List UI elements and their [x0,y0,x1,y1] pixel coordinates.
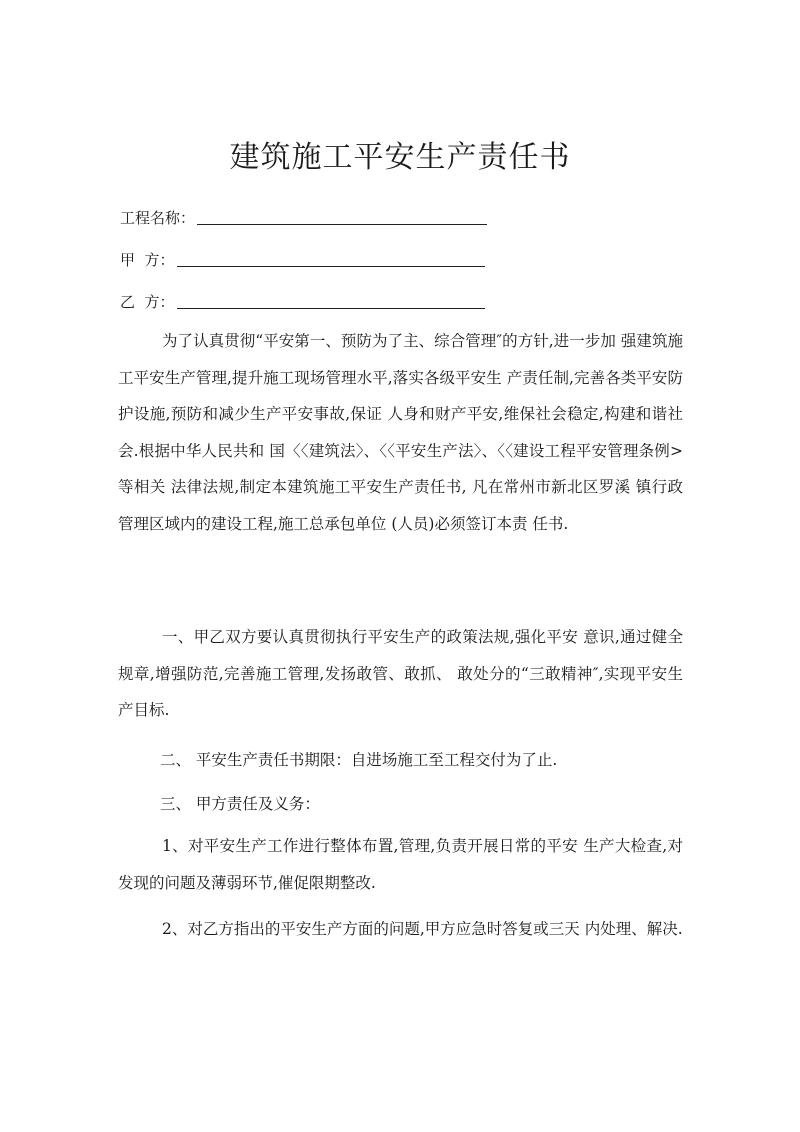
item-2-paragraph: 2、对乙方指出的平安生产方面的问题,甲方应急时答复或三天 内处理、解决. [162,920,683,938]
party-a-blank [177,265,485,267]
party-a-label: 甲 方： [120,251,175,269]
project-name-blank [197,223,487,225]
document-title: 建筑施工平安生产责任书 [229,140,571,175]
party-b-label: 乙 方： [120,293,175,311]
intro-paragraph: 为了认真贯彻“平安第一、预防为了主、综合管理″的方针,进一步加 强建筑施工平安生产管理,提升施工现场管理水平,落实各级平安生 产责任制,完善各类平安防护设施,预防和减少生产平安事故,保证 人身和财产平安,维保社会稳定,构建和谐社会.根据中华人民共和 国〈〈建筑法〉、〈〈平安生产法〉、〈〈建设工程平安管理条例>等相关 法律法规,制定本建筑施工平安生产责任书, 凡在常州市新北区罗溪 镇行政管理区域内的建设工程,施工总承包单位 (人员)必须签订本责 任书. [118,332,683,533]
project-name-label: 工程名称： [120,209,196,227]
item-1-paragraph: 1、对平安生产工作进行整体布置,管理,负责开展日常的平安 生产大检查,对发现的问题及薄弱环节,催促限期整改. [118,837,683,892]
project-name-field [120,207,487,228]
party-b-blank [177,307,485,309]
party-a-field [120,249,485,270]
party-b-field [120,291,485,312]
clause-1-paragraph: 一、甲乙双方要认真贯彻执行平安生产的政策法规,强化平安 意识,通过健全规章,增强防范,完善施工管理,发扬敢管、敢抓、 敢处分的“三敢精神″,实现平安生产目标. [118,628,683,719]
clause-3-line: 三、 甲方责任及义务： [160,795,320,813]
clause-2-line: 二、 平安生产责任书期限：自进场施工至工程交付为了止. [160,751,558,769]
